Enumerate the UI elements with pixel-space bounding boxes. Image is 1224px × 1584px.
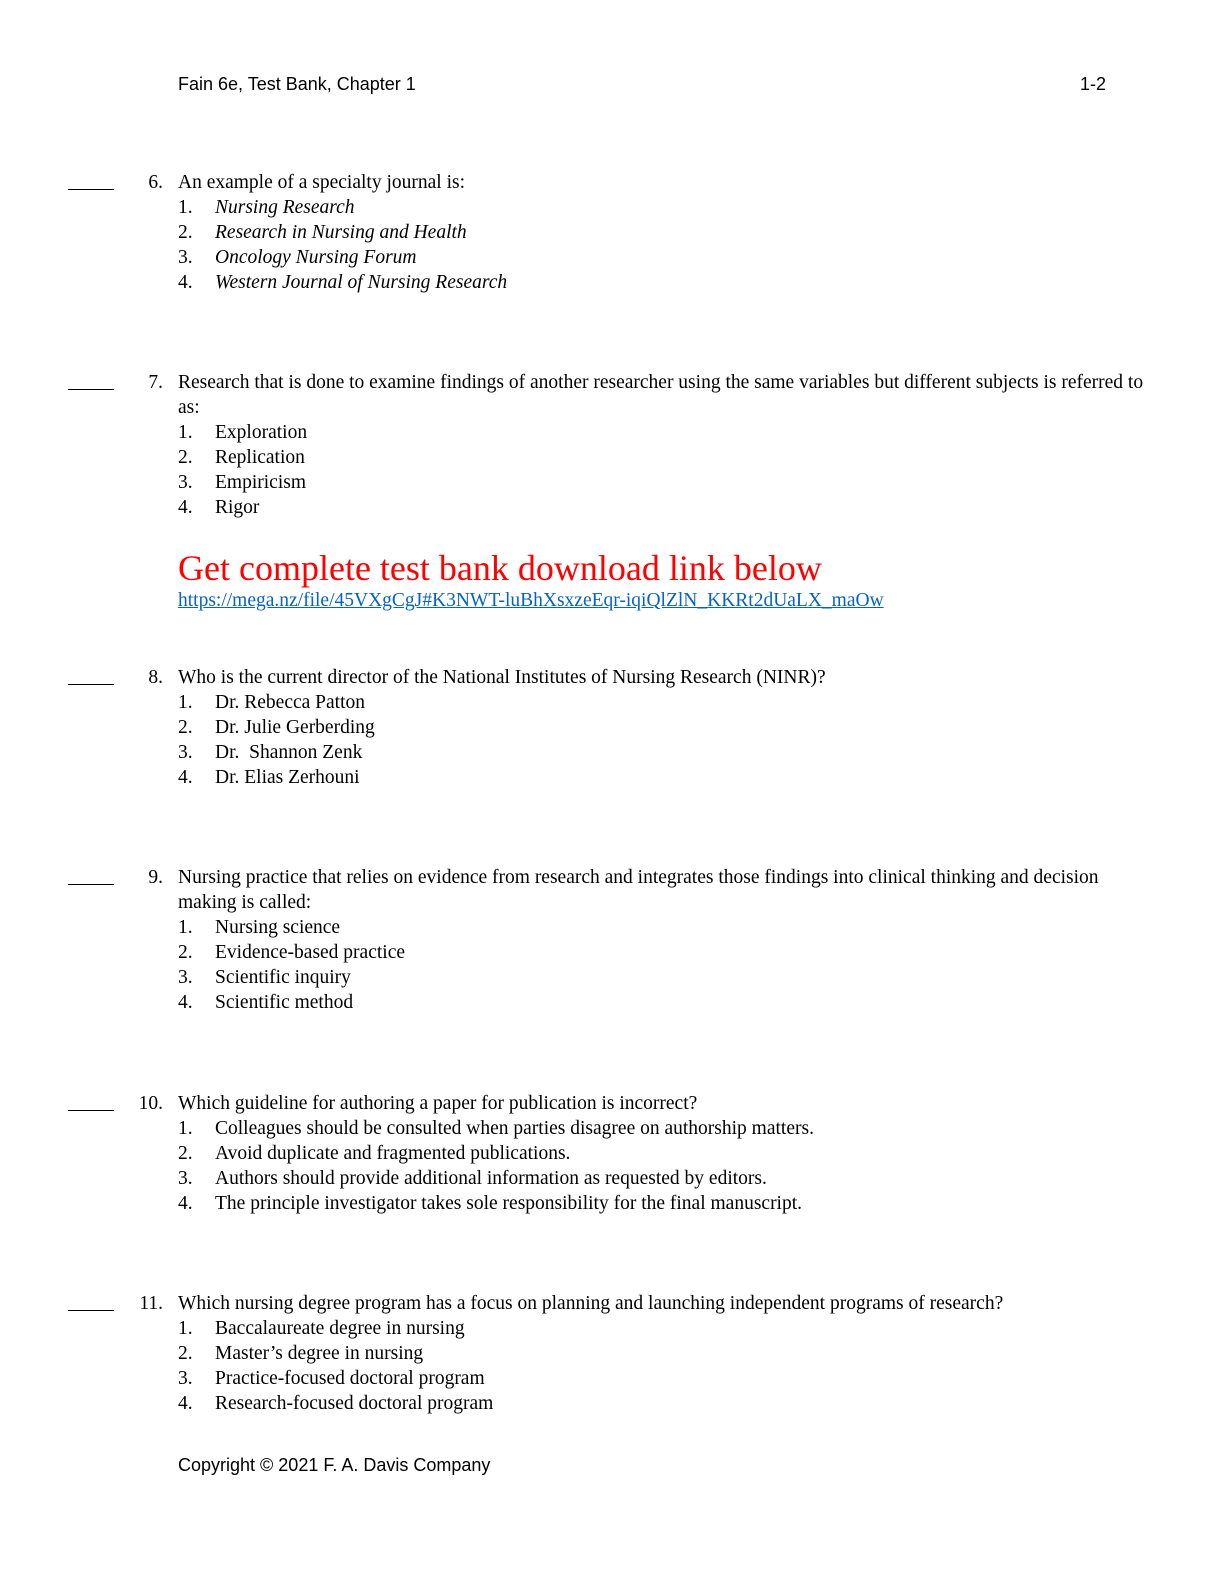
option-item	[178, 990, 1224, 1015]
page-header	[178, 74, 1106, 100]
question-number: 8.	[148, 667, 163, 688]
answer-blank[interactable]	[68, 170, 114, 190]
option-item	[178, 1316, 1224, 1341]
option-item	[178, 1366, 1224, 1391]
option-number: 3.	[178, 1168, 193, 1189]
option-text: Scientific inquiry	[215, 967, 351, 988]
question-stem: Which nursing degree program has a focus on planning and launching independent programs of research?	[178, 1293, 1004, 1314]
question-number: 11.	[139, 1293, 163, 1314]
option-list	[0, 420, 1224, 520]
option-item	[178, 965, 1224, 990]
option-item	[178, 195, 1224, 220]
answer-blank[interactable]	[68, 1091, 114, 1111]
option-item	[178, 1191, 1224, 1216]
option-item	[178, 495, 1224, 520]
option-item	[178, 765, 1224, 790]
option-number: 1.	[178, 1118, 193, 1139]
option-number: 4.	[178, 1193, 193, 1214]
option-list	[0, 915, 1224, 1015]
option-list	[0, 1316, 1224, 1416]
question-11	[0, 1291, 1224, 1416]
option-number: 4.	[178, 497, 193, 518]
option-number: 3.	[178, 1368, 193, 1389]
question-stem: Which guideline for authoring a paper for publication is incorrect?	[178, 1093, 698, 1114]
option-item	[178, 1391, 1224, 1416]
option-number: 1.	[178, 422, 193, 443]
question-number: 9.	[148, 867, 163, 888]
option-list	[0, 1116, 1224, 1216]
option-number: 4.	[178, 992, 193, 1013]
option-number: 4.	[178, 767, 193, 788]
question-stem: Nursing practice that relies on evidence from research and integrates those findings into clinical thinking and decision making is called:	[178, 867, 1099, 913]
option-number: 2.	[178, 447, 193, 468]
answer-blank[interactable]	[68, 665, 114, 685]
header-title: Fain 6e, Test Bank, Chapter 1	[178, 74, 416, 94]
option-text: Dr. Rebecca Patton	[215, 692, 365, 713]
option-text: The principle investigator takes sole responsibility for the final manuscript.	[215, 1193, 803, 1214]
download-link[interactable]: https://mega.nz/file/45VXgCgJ#K3NWT-luBhXsxzeEqr-iqiQlZlN_KKRt2dUaLX_maOw	[178, 590, 884, 611]
option-item	[178, 270, 1224, 295]
option-item	[178, 1141, 1224, 1166]
question-number: 10.	[138, 1093, 163, 1114]
option-item	[178, 420, 1224, 445]
option-text: Research in Nursing and Health	[215, 222, 467, 243]
promo-title: Get complete test bank download link below	[178, 548, 822, 588]
option-text: Baccalaureate degree in nursing	[215, 1318, 465, 1339]
option-text: Nursing science	[215, 917, 341, 938]
option-number: 4.	[178, 272, 193, 293]
option-text: Authors should provide additional information as requested by editors.	[215, 1168, 767, 1189]
option-item	[178, 690, 1224, 715]
option-number: 1.	[178, 197, 193, 218]
option-list	[0, 195, 1224, 295]
option-number: 3.	[178, 967, 193, 988]
answer-blank[interactable]	[68, 865, 114, 885]
option-item	[178, 220, 1224, 245]
option-item	[178, 445, 1224, 470]
question-6	[0, 170, 1224, 295]
option-text: Practice-focused doctoral program	[215, 1368, 485, 1389]
option-number: 4.	[178, 1393, 193, 1414]
question-stem: An example of a specialty journal is:	[178, 172, 465, 193]
option-number: 2.	[178, 1143, 193, 1164]
option-text: Dr. Elias Zerhouni	[215, 767, 360, 788]
option-text: Exploration	[215, 422, 308, 443]
option-number: 2.	[178, 942, 193, 963]
question-number: 7.	[148, 372, 163, 393]
header-page-number: 1-2	[1079, 74, 1106, 94]
answer-blank[interactable]	[68, 370, 114, 390]
option-text: Empiricism	[215, 472, 306, 493]
option-item	[178, 470, 1224, 495]
option-item	[178, 740, 1224, 765]
option-number: 1.	[178, 1318, 193, 1339]
question-stem: Who is the current director of the National Institutes of Nursing Research (NINR)?	[178, 667, 826, 688]
question-10	[0, 1091, 1224, 1216]
question-stem: Research that is done to examine findings of another researcher using the same variables but different subjects is referred to as:	[178, 372, 1144, 418]
page-footer: Copyright © 2021 F. A. Davis Company	[178, 1455, 491, 1475]
option-item	[178, 940, 1224, 965]
promo-block	[178, 546, 884, 612]
option-text: Dr. Shannon Zenk	[215, 742, 363, 763]
option-number: 3.	[178, 472, 193, 493]
option-text: Rigor	[215, 497, 260, 518]
option-item	[178, 915, 1224, 940]
option-list	[0, 690, 1224, 790]
option-text: Replication	[215, 447, 305, 468]
question-9	[0, 865, 1224, 1015]
option-number: 3.	[178, 742, 193, 763]
question-number: 6.	[148, 172, 163, 193]
option-text: Master’s degree in nursing	[215, 1343, 424, 1364]
option-number: 2.	[178, 717, 193, 738]
option-text: Research-focused doctoral program	[215, 1393, 494, 1414]
answer-blank[interactable]	[68, 1291, 114, 1311]
option-item	[178, 1341, 1224, 1366]
option-text: Oncology Nursing Forum	[215, 247, 417, 268]
option-item	[178, 1166, 1224, 1191]
option-text: Western Journal of Nursing Research	[215, 272, 508, 293]
option-item	[178, 245, 1224, 270]
option-text: Nursing Research	[215, 197, 355, 218]
option-number: 1.	[178, 692, 193, 713]
question-7	[0, 370, 1224, 520]
option-text: Scientific method	[215, 992, 354, 1013]
option-item	[178, 715, 1224, 740]
option-number: 2.	[178, 1343, 193, 1364]
option-text: Colleagues should be consulted when parties disagree on authorship matters.	[215, 1118, 814, 1139]
question-8	[0, 665, 1224, 790]
option-text: Dr. Julie Gerberding	[215, 717, 375, 738]
option-item	[178, 1116, 1224, 1141]
option-number: 3.	[178, 247, 193, 268]
option-number: 1.	[178, 917, 193, 938]
option-number: 2.	[178, 222, 193, 243]
option-text: Evidence-based practice	[215, 942, 406, 963]
option-text: Avoid duplicate and fragmented publications.	[215, 1143, 571, 1164]
